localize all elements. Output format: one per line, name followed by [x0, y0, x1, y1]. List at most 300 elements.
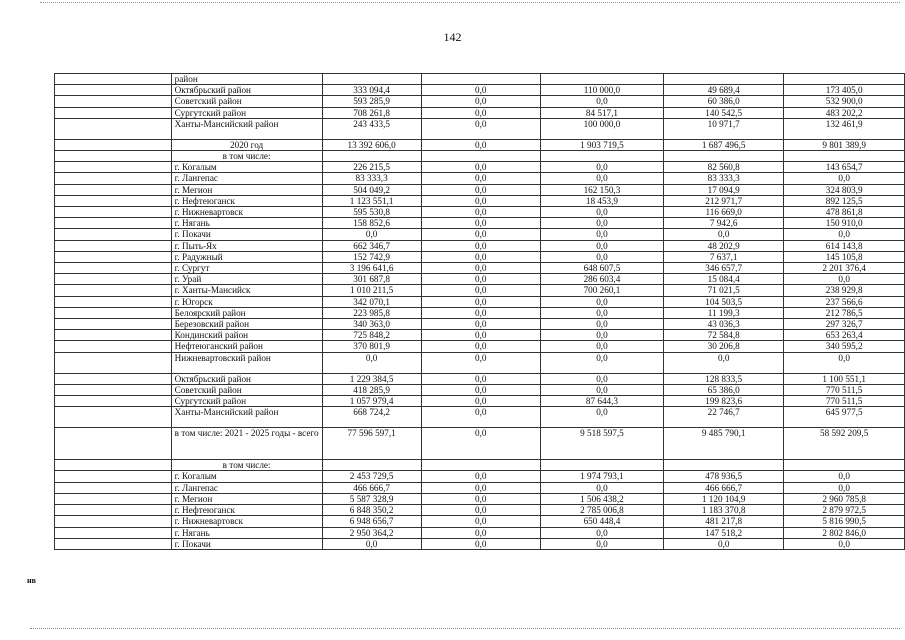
value-cell: 6 948 656,7: [322, 516, 421, 527]
value-cell: 0,0: [540, 307, 663, 318]
value-cell: 7 637,1: [664, 251, 784, 262]
value-cell: [322, 74, 421, 85]
value-cell: 1 183 370,8: [664, 505, 784, 516]
value-cell: 128 833,5: [664, 373, 784, 384]
value-cell: 145 105,8: [784, 251, 905, 262]
value-cell: 478 861,8: [784, 207, 905, 218]
value-cell: 297 326,7: [784, 319, 905, 330]
table-row: [55, 516, 905, 527]
value-cell: 0,0: [540, 218, 663, 229]
blank-column-cell: [55, 285, 172, 296]
value-cell: [784, 151, 905, 162]
value-cell: 0,0: [540, 251, 663, 262]
value-cell: [322, 460, 421, 471]
value-cell: 223 985,8: [322, 307, 421, 318]
table-row: [55, 195, 905, 206]
blank-column-cell: [55, 341, 172, 352]
value-cell: 593 285,9: [322, 96, 421, 107]
row-label: Кондинский район: [171, 330, 322, 341]
value-cell: 0,0: [322, 229, 421, 240]
value-cell: [421, 460, 540, 471]
row-label: Березовский район: [171, 319, 322, 330]
blank-column-cell: [55, 384, 172, 395]
value-cell: 0,0: [540, 384, 663, 395]
value-cell: 504 049,2: [322, 184, 421, 195]
table-row: [55, 319, 905, 330]
value-cell: 0,0: [540, 207, 663, 218]
value-cell: 150 910,0: [784, 218, 905, 229]
value-cell: 0,0: [664, 352, 784, 373]
value-cell: 0,0: [421, 538, 540, 549]
value-cell: 0,0: [421, 240, 540, 251]
value-cell: 49 689,4: [664, 85, 784, 96]
value-cell: 595 530,8: [322, 207, 421, 218]
value-cell: 0,0: [540, 162, 663, 173]
value-cell: 481 217,8: [664, 516, 784, 527]
table-row: [55, 162, 905, 173]
value-cell: 0,0: [540, 482, 663, 493]
value-cell: 238 929,8: [784, 285, 905, 296]
value-cell: 0,0: [421, 428, 540, 460]
value-cell: 0,0: [540, 341, 663, 352]
blank-column-cell: [55, 516, 172, 527]
row-label: г. Лангепас: [171, 173, 322, 184]
blank-column-cell: [55, 460, 172, 471]
value-cell: 212 971,7: [664, 195, 784, 206]
value-cell: 0,0: [322, 352, 421, 373]
value-cell: 1 506 438,2: [540, 493, 663, 504]
value-cell: 10 971,7: [664, 118, 784, 139]
value-cell: 82 560,8: [664, 162, 784, 173]
value-cell: 1 903 719,5: [540, 139, 663, 150]
table-row: [55, 471, 905, 482]
value-cell: 725 848,2: [322, 330, 421, 341]
value-cell: 1 120 104,9: [664, 493, 784, 504]
value-cell: 662 346,7: [322, 240, 421, 251]
value-cell: 58 592 209,5: [784, 428, 905, 460]
value-cell: 0,0: [784, 229, 905, 240]
blank-column-cell: [55, 352, 172, 373]
value-cell: 1 229 384,5: [322, 373, 421, 384]
value-cell: 0,0: [540, 352, 663, 373]
row-label: г. Мегион: [171, 184, 322, 195]
row-label: Советский район: [171, 384, 322, 395]
value-cell: 0,0: [784, 471, 905, 482]
row-label: г. Лангепас: [171, 482, 322, 493]
row-label: г. Югорск: [171, 296, 322, 307]
value-cell: 0,0: [540, 373, 663, 384]
value-cell: 0,0: [664, 538, 784, 549]
value-cell: 700 260,1: [540, 285, 663, 296]
value-cell: 0,0: [421, 482, 540, 493]
value-cell: 0,0: [421, 384, 540, 395]
value-cell: 653 263,4: [784, 330, 905, 341]
scan-top-edge: [40, 2, 900, 3]
row-label: в том числе:: [171, 151, 322, 162]
value-cell: 162 150,3: [540, 184, 663, 195]
value-cell: 65 386,0: [664, 384, 784, 395]
value-cell: 83 333,3: [322, 173, 421, 184]
value-cell: 0,0: [421, 274, 540, 285]
value-cell: 0,0: [421, 118, 540, 139]
row-label: в том числе: 2021 - 2025 годы - всего: [171, 428, 322, 460]
value-cell: 7 942,6: [664, 218, 784, 229]
table-row: [55, 330, 905, 341]
value-cell: 0,0: [784, 352, 905, 373]
value-cell: [421, 74, 540, 85]
blank-column-cell: [55, 307, 172, 318]
value-cell: 0,0: [664, 229, 784, 240]
value-cell: 11 199,3: [664, 307, 784, 318]
value-cell: 532 900,0: [784, 96, 905, 107]
value-cell: 13 392 606,0: [322, 139, 421, 150]
value-cell: 0,0: [421, 85, 540, 96]
blank-column-cell: [55, 319, 172, 330]
blank-column-cell: [55, 482, 172, 493]
value-cell: 18 453,9: [540, 195, 663, 206]
value-cell: [421, 151, 540, 162]
value-cell: 0,0: [540, 96, 663, 107]
table-row: [55, 229, 905, 240]
value-cell: 143 654,7: [784, 162, 905, 173]
blank-column-cell: [55, 218, 172, 229]
value-cell: 2 453 729,5: [322, 471, 421, 482]
value-cell: 0,0: [421, 139, 540, 150]
value-cell: 0,0: [421, 330, 540, 341]
table-row: [55, 460, 905, 471]
value-cell: 0,0: [784, 482, 905, 493]
table-row: [55, 373, 905, 384]
value-cell: 770 511,5: [784, 384, 905, 395]
value-cell: [784, 74, 905, 85]
value-cell: 0,0: [540, 527, 663, 538]
blank-column-cell: [55, 229, 172, 240]
value-cell: 346 657,7: [664, 263, 784, 274]
table-row: [55, 274, 905, 285]
value-cell: [540, 74, 663, 85]
value-cell: 0,0: [784, 538, 905, 549]
value-cell: 22 746,7: [664, 407, 784, 428]
value-cell: 3 196 641,6: [322, 263, 421, 274]
value-cell: 466 666,7: [664, 482, 784, 493]
value-cell: 0,0: [421, 195, 540, 206]
value-cell: 9 485 790,1: [664, 428, 784, 460]
row-label: Октябрьский район: [171, 373, 322, 384]
value-cell: 0,0: [421, 162, 540, 173]
value-cell: 15 084,4: [664, 274, 784, 285]
blank-column-cell: [55, 173, 172, 184]
row-label: Ханты-Мансийский район: [171, 407, 322, 428]
table-row: [55, 428, 905, 460]
value-cell: 645 977,5: [784, 407, 905, 428]
value-cell: 9 801 389,9: [784, 139, 905, 150]
row-label: г. Нижневартовск: [171, 207, 322, 218]
row-label: Белоярский район: [171, 307, 322, 318]
table-row: [55, 296, 905, 307]
value-cell: 158 852,6: [322, 218, 421, 229]
value-cell: 84 517,1: [540, 107, 663, 118]
value-cell: 342 070,1: [322, 296, 421, 307]
scan-bottom-edge: [30, 628, 900, 629]
value-cell: 2 960 785,8: [784, 493, 905, 504]
blank-column-cell: [55, 396, 172, 407]
value-cell: 0,0: [540, 407, 663, 428]
value-cell: 0,0: [421, 407, 540, 428]
value-cell: 116 669,0: [664, 207, 784, 218]
value-cell: 286 603,4: [540, 274, 663, 285]
value-cell: 1 687 496,5: [664, 139, 784, 150]
blank-column-cell: [55, 407, 172, 428]
page-number: 142: [443, 30, 462, 44]
value-cell: 0,0: [421, 173, 540, 184]
value-cell: 0,0: [421, 516, 540, 527]
value-cell: 0,0: [322, 538, 421, 549]
table-row: [55, 285, 905, 296]
row-label: г. Пыть-Ях: [171, 240, 322, 251]
value-cell: 478 936,5: [664, 471, 784, 482]
value-cell: 1 057 979,4: [322, 396, 421, 407]
value-cell: 0,0: [421, 341, 540, 352]
blank-column-cell: [55, 330, 172, 341]
row-label: г. Урай: [171, 274, 322, 285]
blank-column-cell: [55, 85, 172, 96]
value-cell: 0,0: [421, 229, 540, 240]
value-cell: 212 786,5: [784, 307, 905, 318]
blank-column-cell: [55, 151, 172, 162]
row-label: район: [171, 74, 322, 85]
table-row: [55, 184, 905, 195]
value-cell: 100 000,0: [540, 118, 663, 139]
value-cell: [664, 151, 784, 162]
value-cell: 0,0: [421, 96, 540, 107]
value-cell: 0,0: [421, 296, 540, 307]
value-cell: 324 803,9: [784, 184, 905, 195]
row-label: г. Покачи: [171, 229, 322, 240]
value-cell: 483 202,2: [784, 107, 905, 118]
value-cell: 0,0: [784, 173, 905, 184]
row-label: г. Нефтеюганск: [171, 505, 322, 516]
row-label: Ханты-Мансийский район: [171, 118, 322, 139]
table-row: [55, 96, 905, 107]
value-cell: [540, 151, 663, 162]
value-cell: 237 566,6: [784, 296, 905, 307]
value-cell: 0,0: [421, 184, 540, 195]
value-cell: 370 801,9: [322, 341, 421, 352]
value-cell: 0,0: [421, 396, 540, 407]
row-label: Нижневартовский район: [171, 352, 322, 373]
value-cell: 0,0: [421, 107, 540, 118]
value-cell: 0,0: [421, 527, 540, 538]
row-label: г. Нижневартовск: [171, 516, 322, 527]
blank-column-cell: [55, 263, 172, 274]
value-cell: 43 036,3: [664, 319, 784, 330]
value-cell: 1 100 551,1: [784, 373, 905, 384]
table-row: [55, 538, 905, 549]
value-cell: 30 206,8: [664, 341, 784, 352]
blank-column-cell: [55, 251, 172, 262]
blank-column-cell: [55, 74, 172, 85]
value-cell: 2 785 006,8: [540, 505, 663, 516]
value-cell: 147 518,2: [664, 527, 784, 538]
row-label: г. Радужный: [171, 251, 322, 262]
blank-column-cell: [55, 493, 172, 504]
row-label: 2020 год: [171, 139, 322, 150]
value-cell: 0,0: [421, 218, 540, 229]
value-cell: 0,0: [421, 285, 540, 296]
value-cell: 892 125,5: [784, 195, 905, 206]
row-label: Советский район: [171, 96, 322, 107]
value-cell: 152 742,9: [322, 251, 421, 262]
value-cell: 770 511,5: [784, 396, 905, 407]
value-cell: 0,0: [540, 173, 663, 184]
blank-column-cell: [55, 96, 172, 107]
table-row: [55, 85, 905, 96]
row-label: г. Нягань: [171, 527, 322, 538]
value-cell: 340 595,2: [784, 341, 905, 352]
table-row: [55, 263, 905, 274]
table-row: [55, 505, 905, 516]
blank-column-cell: [55, 162, 172, 173]
blank-column-cell: [55, 373, 172, 384]
value-cell: 0,0: [784, 274, 905, 285]
table-row: [55, 240, 905, 251]
row-label: г. Когалым: [171, 162, 322, 173]
table-row: [55, 107, 905, 118]
value-cell: 87 644,3: [540, 396, 663, 407]
table-row: [55, 527, 905, 538]
table-row: [55, 341, 905, 352]
value-cell: 0,0: [540, 229, 663, 240]
row-label: г. Сургут: [171, 263, 322, 274]
value-cell: 2 950 364,2: [322, 527, 421, 538]
blank-column-cell: [55, 296, 172, 307]
value-cell: 110 000,0: [540, 85, 663, 96]
value-cell: 2 879 972,5: [784, 505, 905, 516]
budget-table: [54, 73, 905, 550]
value-cell: 0,0: [421, 251, 540, 262]
blank-column-cell: [55, 184, 172, 195]
value-cell: 0,0: [421, 307, 540, 318]
table-row: [55, 151, 905, 162]
value-cell: 6 848 350,2: [322, 505, 421, 516]
table-row: [55, 493, 905, 504]
row-label: г. Нефтеюганск: [171, 195, 322, 206]
value-cell: 140 542,5: [664, 107, 784, 118]
value-cell: 104 503,5: [664, 296, 784, 307]
value-cell: 333 094,4: [322, 85, 421, 96]
value-cell: 0,0: [421, 207, 540, 218]
value-cell: 708 261,8: [322, 107, 421, 118]
blank-column-cell: [55, 505, 172, 516]
blank-column-cell: [55, 207, 172, 218]
blank-column-cell: [55, 274, 172, 285]
table-row: [55, 407, 905, 428]
value-cell: 1 974 793,1: [540, 471, 663, 482]
value-cell: 0,0: [421, 373, 540, 384]
value-cell: 173 405,0: [784, 85, 905, 96]
value-cell: 418 285,9: [322, 384, 421, 395]
blank-column-cell: [55, 139, 172, 150]
row-label: г. Ханты-Мансийск: [171, 285, 322, 296]
table-row: [55, 207, 905, 218]
footer-mark: нв: [27, 576, 36, 585]
value-cell: 2 201 376,4: [784, 263, 905, 274]
value-cell: [784, 460, 905, 471]
table-row: [55, 173, 905, 184]
value-cell: 466 666,7: [322, 482, 421, 493]
value-cell: 243 433,5: [322, 118, 421, 139]
value-cell: 301 687,8: [322, 274, 421, 285]
table-row: [55, 251, 905, 262]
table-row: [55, 218, 905, 229]
row-label: Сургутский район: [171, 396, 322, 407]
table-row: [55, 352, 905, 373]
value-cell: 199 823,6: [664, 396, 784, 407]
blank-column-cell: [55, 428, 172, 460]
row-label: г. Когалым: [171, 471, 322, 482]
table-row: [55, 74, 905, 85]
table-row: [55, 118, 905, 139]
value-cell: 132 461,9: [784, 118, 905, 139]
blank-column-cell: [55, 471, 172, 482]
value-cell: [322, 151, 421, 162]
value-cell: 9 518 597,5: [540, 428, 663, 460]
value-cell: 1 010 211,5: [322, 285, 421, 296]
value-cell: 48 202,9: [664, 240, 784, 251]
row-label: Сургутский район: [171, 107, 322, 118]
table-row: [55, 139, 905, 150]
table-row: [55, 384, 905, 395]
blank-column-cell: [55, 240, 172, 251]
value-cell: 0,0: [540, 330, 663, 341]
value-cell: 83 333,3: [664, 173, 784, 184]
value-cell: 71 021,5: [664, 285, 784, 296]
row-label: г. Покачи: [171, 538, 322, 549]
value-cell: 17 094,9: [664, 184, 784, 195]
value-cell: [664, 74, 784, 85]
value-cell: 72 584,8: [664, 330, 784, 341]
value-cell: 0,0: [540, 240, 663, 251]
value-cell: 650 448,4: [540, 516, 663, 527]
blank-column-cell: [55, 538, 172, 549]
value-cell: 1 123 551,1: [322, 195, 421, 206]
value-cell: 5 587 328,9: [322, 493, 421, 504]
blank-column-cell: [55, 107, 172, 118]
row-label: г. Нягань: [171, 218, 322, 229]
value-cell: 77 596 597,1: [322, 428, 421, 460]
row-label: Октябрьский район: [171, 85, 322, 96]
value-cell: 226 215,5: [322, 162, 421, 173]
value-cell: 0,0: [421, 352, 540, 373]
row-label: в том числе:: [171, 460, 322, 471]
blank-column-cell: [55, 195, 172, 206]
blank-column-cell: [55, 118, 172, 139]
value-cell: 0,0: [421, 493, 540, 504]
row-label: г. Мегион: [171, 493, 322, 504]
row-label: Нефтеюганский район: [171, 341, 322, 352]
value-cell: [664, 460, 784, 471]
value-cell: 668 724,2: [322, 407, 421, 428]
value-cell: 0,0: [421, 263, 540, 274]
value-cell: 648 607,5: [540, 263, 663, 274]
value-cell: 614 143,8: [784, 240, 905, 251]
value-cell: 60 386,0: [664, 96, 784, 107]
table-row: [55, 396, 905, 407]
value-cell: 0,0: [421, 319, 540, 330]
value-cell: 340 363,0: [322, 319, 421, 330]
value-cell: 5 816 990,5: [784, 516, 905, 527]
value-cell: 0,0: [540, 296, 663, 307]
